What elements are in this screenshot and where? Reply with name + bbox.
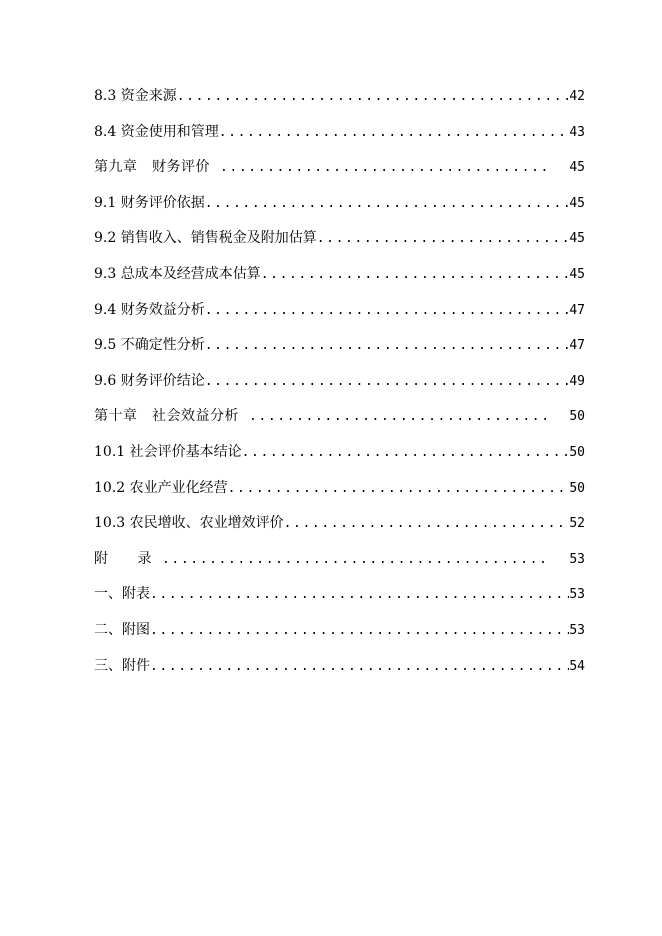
toc-entry-page: 43 [569, 124, 585, 140]
toc-leader-dots [162, 549, 551, 571]
toc-entry[interactable] [94, 619, 585, 655]
toc-leader-dots [317, 228, 570, 250]
toc-leader-dots [220, 157, 551, 179]
table-of-contents [94, 85, 585, 690]
toc-leader-dots [242, 442, 570, 464]
toc-entry-label: 10.1 社会评价基本结论 [94, 443, 242, 460]
toc-chapter-entry[interactable] [94, 156, 585, 192]
toc-leader-dots [205, 193, 570, 215]
toc-entry-label: 9.5 不确定性分析 [94, 337, 205, 354]
toc-entry-page: 45 [569, 231, 585, 247]
toc-chapter-page: 53 [569, 551, 585, 567]
toc-entry[interactable] [94, 192, 585, 228]
toc-leader-dots [150, 656, 569, 678]
toc-entry[interactable] [94, 441, 585, 477]
toc-entry-label: 三、附件 [94, 657, 150, 674]
toc-entry[interactable] [94, 299, 585, 335]
toc-entry[interactable] [94, 334, 585, 370]
toc-entry-page: 53 [569, 622, 585, 638]
toc-entry-page: 45 [569, 195, 585, 211]
toc-leader-dots [219, 122, 570, 144]
toc-entry-label: 10.2 农业产业化经营 [94, 479, 228, 496]
toc-entry-label: 9.6 财务评价结论 [94, 372, 205, 389]
toc-leader-dots [150, 584, 569, 606]
toc-entry[interactable] [94, 583, 585, 619]
toc-entry-page: 42 [569, 89, 585, 104]
toc-chapter-entry[interactable] [94, 405, 585, 441]
toc-entry-page: 47 [569, 302, 585, 318]
toc-entry[interactable] [94, 227, 585, 263]
toc-entry-page: 47 [569, 338, 585, 354]
toc-chapter-entry[interactable] [94, 548, 585, 584]
toc-leader-dots [205, 371, 570, 393]
toc-chapter-page: 50 [569, 409, 585, 425]
toc-entry-page: 49 [569, 373, 585, 389]
toc-leader-dots [228, 478, 570, 500]
toc-entry[interactable] [94, 85, 585, 121]
toc-entry-label: 9.4 财务效益分析 [94, 301, 205, 318]
toc-entry-label: 9.1 财务评价依据 [94, 194, 205, 211]
toc-leader-dots [261, 264, 570, 286]
toc-entry-label: 二、附图 [94, 621, 150, 638]
toc-chapter-label: 第九章 财务评价 [94, 159, 210, 176]
toc-entry[interactable] [94, 655, 585, 691]
toc-leader-dots [205, 300, 570, 322]
toc-entry-page: 53 [569, 587, 585, 603]
toc-entry[interactable] [94, 263, 585, 299]
toc-entry-page: 50 [569, 444, 585, 460]
toc-entry-label: 9.2 销售收入、销售税金及附加估算 [94, 230, 317, 247]
toc-chapter-page: 45 [569, 160, 585, 176]
toc-leader-dots [284, 513, 570, 535]
toc-leader-dots [177, 86, 570, 108]
toc-chapter-label: 附 录 [94, 550, 152, 567]
toc-entry-page: 52 [569, 516, 585, 532]
toc-entry-page: 45 [569, 266, 585, 282]
toc-chapter-label: 第十章 社会效益分析 [94, 408, 239, 425]
toc-entry-label: 8.4 资金使用和管理 [94, 123, 219, 140]
toc-leader-dots [150, 620, 569, 642]
toc-entry-page: 50 [569, 480, 585, 496]
toc-entry-label: 一、附表 [94, 586, 150, 603]
toc-entry[interactable] [94, 370, 585, 406]
toc-entry-label: 9.3 总成本及经营成本估算 [94, 265, 261, 282]
toc-entry[interactable] [94, 512, 585, 548]
toc-entry-label: 8.3 资金来源 [94, 88, 177, 104]
toc-leader-dots [249, 406, 551, 428]
toc-entry-label: 10.3 农民增收、农业增效评价 [94, 515, 284, 532]
toc-entry[interactable] [94, 121, 585, 157]
toc-leader-dots [205, 335, 570, 357]
toc-entry-page: 54 [569, 658, 585, 674]
toc-entry[interactable] [94, 477, 585, 513]
